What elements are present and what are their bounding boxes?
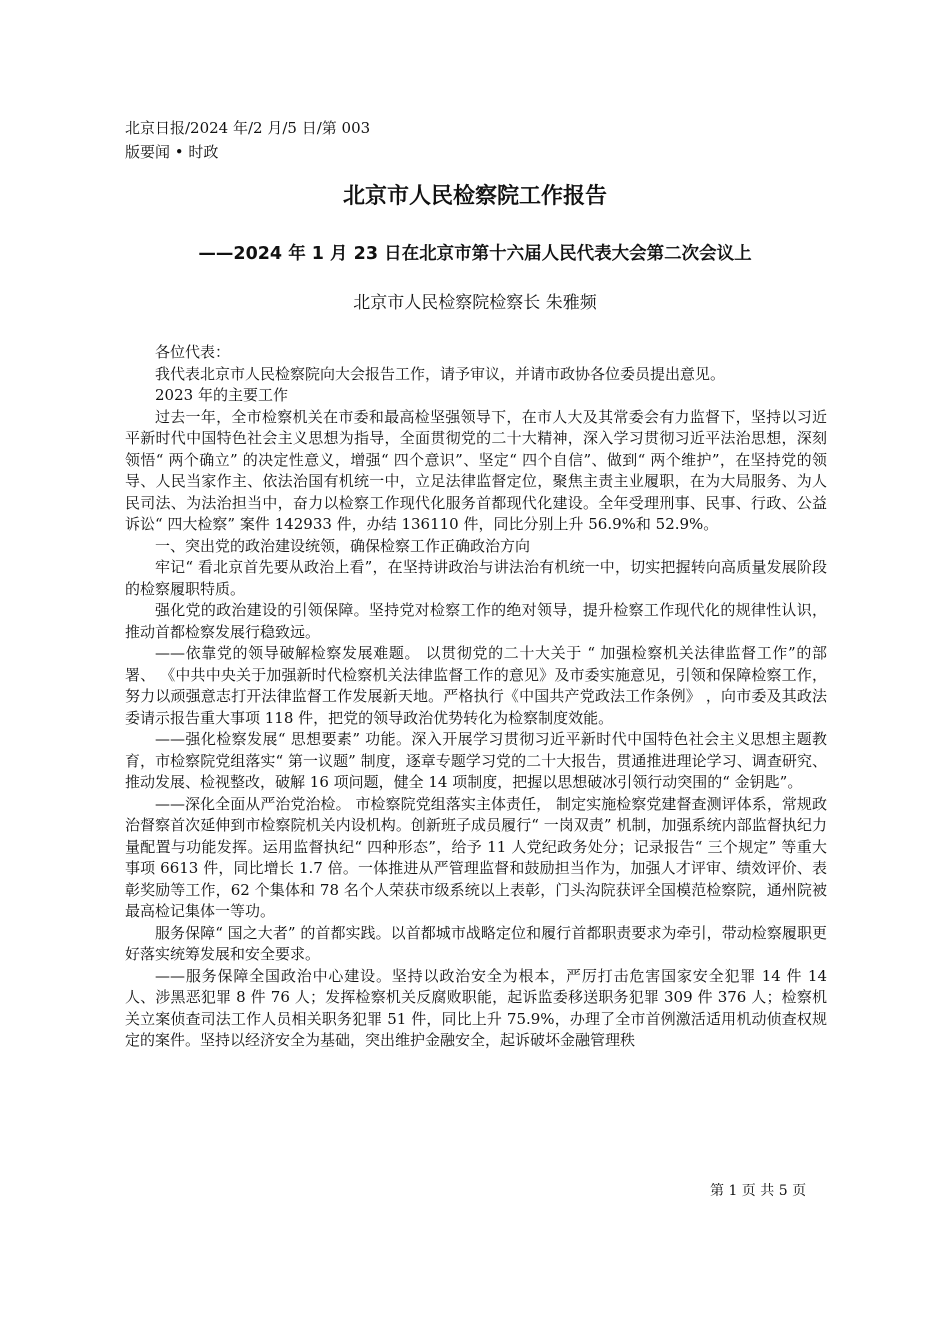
section-heading: 一、突出党的政治建设统领，确保检察工作正确政治方向 xyxy=(155,536,531,555)
paragraph: ——依靠党的领导破解检察发展难题。 以贯彻党的二十大关于 “ 加强检察机关法律监督工作”的部署、 《中共中央关于加强新时代检察机关法律监督工作的意见》及市委实施意见，引领和保障检察工作，努力以顽强意志打开法律监督工作发展新天地。严格执行《中国共产党政法工作条例》 ，向市委及其政法委请示报告重大事项 118 件，把党的领导政治优势转化为检察制度效能。 xyxy=(125,644,827,727)
page-number: 第 1 页 共 5 页 xyxy=(710,1183,807,1199)
page-title: 北京市人民检察院工作报告 xyxy=(342,184,607,209)
paragraph: 强化党的政治建设的引领保障。坚持党对检察工作的绝对领导，提升检察工作现代化的规律性认识，推动首都检察发展行稳致远。 xyxy=(125,601,827,641)
report-body xyxy=(125,342,827,1052)
paragraph: ——服务保障全国政治中心建设。坚持以政治安全为根本，严厉打击危害国家安全犯罪 14 件 14 人、涉黑恶犯罪 8 件 76 人；发挥检察机关反腐败职能，起诉监委移送职务犯罪 309 件 376 人；检察机关立案侦查司法工作人员相关职务犯罪 51 件，同比上升 75.9%，办理了全市首例激活适用机动侦查权规定的案件。坚持以经济安全为基础，突出维护金融安全，起诉破坏金融管理秩 xyxy=(125,966,827,1049)
paragraph: 服务保障“ 国之大者” 的首都实践。以首都城市战略定位和履行首都职责要求为牵引，带动检察履职更好落实统筹发展和安全要求。 xyxy=(125,923,827,963)
paragraph: 2023 年的主要工作 xyxy=(155,386,288,404)
source-line: 北京日报/2024 年/2 月/5 日/第 003 xyxy=(125,119,371,137)
paragraph: 牢记“ 看北京首先要从政治上看”，在坚持讲政治与讲法治有机统一中，切实把握转向高质量发展阶段的检察履职特质。 xyxy=(125,558,827,598)
author-line: 北京市人民检察院检察长 朱雅频 xyxy=(353,293,597,313)
page-subtitle: ——2024 年 1 月 23 日在北京市第十六届人民代表大会第二次会议上 xyxy=(198,244,752,264)
paragraph: 我代表北京市人民检察院向大会报告工作，请予审议，并请市政协各位委员提出意见。 xyxy=(155,364,726,383)
paragraph: ——深化全面从严治党治检。 市检察院党组落实主体责任， 制定实施检察党建督查测评体系，常规政治督察首次延伸到市检察院机关内设机构。创新班子成员履行“ 一岗双责” 机制，加强系统内部监督执纪力量配置与功能发挥。运用监督执纪“ 四种形态”，给予 11 人党纪政务处分；记录报告“ 三个规定” 等重大事项 6613 件，同比增长 1.7 倍。一体推进从严管理监督和鼓励担当作为，加强人才评审、绩效评价、表彰奖励等工作，62 个集体和 78 名个人荣获市级系统以上表彰，门头沟院获评全国模范检察院，通州院被最高检记集体一等功。 xyxy=(125,794,827,920)
paragraph: 过去一年，全市检察机关在市委和最高检坚强领导下，在市人大及其常委会有力监督下，坚持以习近平新时代中国特色社会主义思想为指导，全面贯彻党的二十大精神，深入学习贯彻习近平法治思想，深刻领悟“ 两个确立” 的决定性意义，增强“ 四个意识”、坚定“ 四个自信”、做到“ 两个维护”，在坚持党的领导、人民当家作主、依法治国有机统一中，立足法律监督定位，聚焦主责主业履职，在为大局服务、为人民司法、为法治担当中，奋力以检察工作现代化服务首都现代化建设。全年受理刑事、民事、行政、公益诉讼“ 四大检察” 案件 142933 件，办结 136110 件，同比分别上升 56.9%和 52.9%。 xyxy=(125,407,827,533)
paragraph: ——强化检察发展“ 思想要素” 功能。深入开展学习贯彻习近平新时代中国特色社会主义思想主题教育，市检察院党组落实“ 第一议题” 制度，逐章专题学习党的二十大报告，贯通推进理论学习、调查研究、推动发展、检视整改，破解 16 项问题，健全 14 项制度，把握以思想破冰引领行动突围的“ 金钥匙”。 xyxy=(125,730,827,791)
source-header xyxy=(125,116,370,164)
paragraph: 各位代表： xyxy=(155,343,231,361)
section-line: 版要闻 • 时政 xyxy=(125,143,219,161)
